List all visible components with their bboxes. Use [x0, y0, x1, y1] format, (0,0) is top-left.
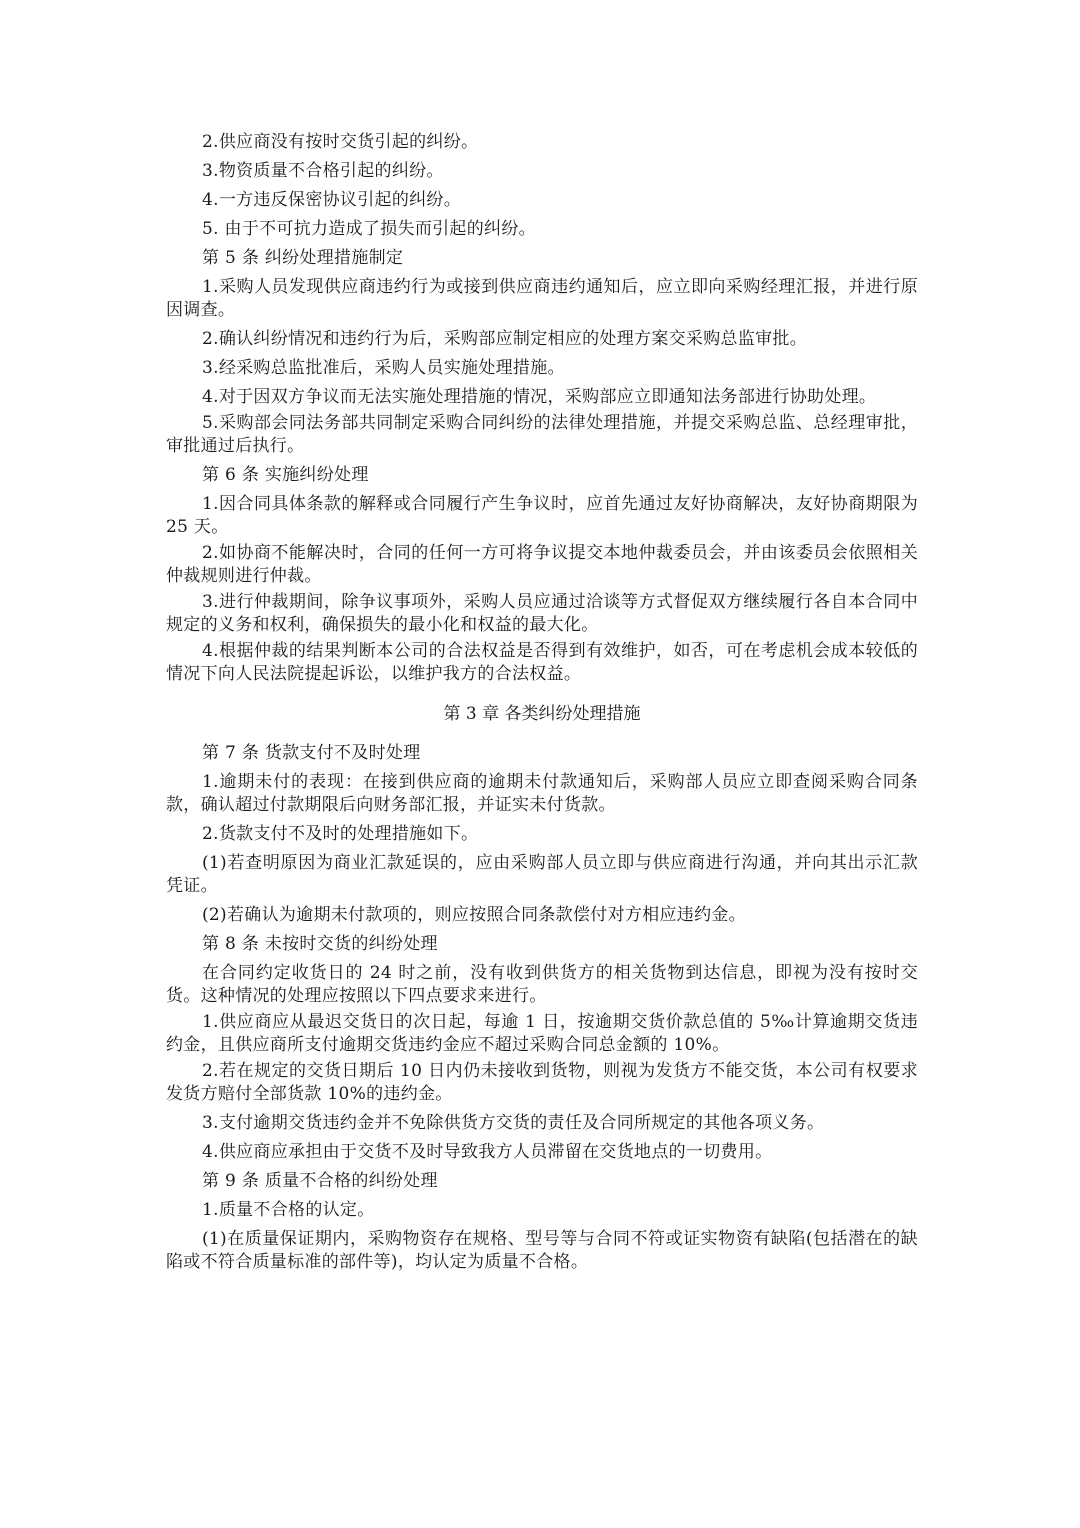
list-item: 5. 由于不可抗力造成了损失而引起的纠纷。	[202, 219, 536, 239]
paragraph: 5.采购部会同法务部共同制定采购合同纠纷的法律处理措施，并提交采购总监、总经理审批，审批通过后执行。	[166, 413, 918, 456]
list-item: 4.供应商应承担由于交货不及时导致我方人员滞留在交货地点的一切费用。	[202, 1142, 773, 1162]
list-item: 3.经采购总监批准后，采购人员实施处理措施。	[202, 358, 565, 378]
list-item: 3.物资质量不合格引起的纠纷。	[202, 161, 444, 181]
paragraph: 2.若在规定的交货日期后 10 日内仍未接收到货物，则视为发货方不能交货，本公司有权要求发货方赔付全部货款 10%的违约金。	[166, 1061, 918, 1104]
paragraph: 在合同约定收货日的 24 时之前，没有收到供货方的相关货物到达信息，即视为没有按时交货。这种情况的处理应按照以下四点要求来进行。	[166, 963, 918, 1006]
chapter-title: 第 3 章 各类纠纷处理措施	[443, 704, 641, 724]
article-heading: 第 5 条 纠纷处理措施制定	[202, 248, 404, 268]
list-item: 3.支付逾期交货违约金并不免除供货方交货的责任及合同所规定的其他各项义务。	[202, 1113, 825, 1133]
paragraph: 1.采购人员发现供应商违约行为或接到供应商违约通知后，应立即向采购经理汇报，并进行原因调查。	[166, 277, 918, 320]
list-item: (2)若确认为逾期未付款项的，则应按照合同条款偿付对方相应违约金。	[202, 905, 746, 925]
article-heading: 第 8 条 未按时交货的纠纷处理	[202, 934, 438, 954]
list-item: 1.质量不合格的认定。	[202, 1200, 375, 1220]
paragraph: 1.逾期未付的表现：在接到供应商的逾期未付款通知后，采购部人员应立即查阅采购合同条款，确认超过付款期限后向财务部汇报，并证实未付货款。	[166, 772, 918, 815]
document-page	[166, 128, 918, 1277]
paragraph: (1)若查明原因为商业汇款延误的，应由采购部人员立即与供应商进行沟通，并向其出示汇款凭证。	[166, 853, 918, 896]
list-item: 4.一方违反保密协议引起的纠纷。	[202, 190, 462, 210]
list-item: 2.供应商没有按时交货引起的纠纷。	[202, 132, 479, 152]
paragraph: 3.进行仲裁期间，除争议事项外，采购人员应通过洽谈等方式督促双方继续履行各自本合同中规定的义务和权利，确保损失的最小化和权益的最大化。	[166, 592, 918, 635]
paragraph: 2.如协商不能解决时，合同的任何一方可将争议提交本地仲裁委员会，并由该委员会依照相关仲裁规则进行仲裁。	[166, 543, 918, 586]
article-heading: 第 6 条 实施纠纷处理	[202, 465, 369, 485]
paragraph: (1)在质量保证期内，采购物资存在规格、型号等与合同不符或证实物资有缺陷(包括潜在的缺陷或不符合质量标准的部件等)，均认定为质量不合格。	[166, 1229, 918, 1272]
paragraph: 1.因合同具体条款的解释或合同履行产生争议时，应首先通过友好协商解决，友好协商期限为 25 天。	[166, 494, 918, 537]
paragraph: 4.对于因双方争议而无法实施处理措施的情况，采购部应立即通知法务部进行协助处理。	[202, 387, 877, 407]
article-heading: 第 9 条 质量不合格的纠纷处理	[202, 1171, 438, 1191]
paragraph: 4.根据仲裁的结果判断本公司的合法权益是否得到有效维护，如否，可在考虑机会成本较低的情况下向人民法院提起诉讼，以维护我方的合法权益。	[166, 641, 918, 684]
paragraph: 1.供应商应从最迟交货日的次日起，每逾 1 日，按逾期交货价款总值的 5‰计算逾期交货违约金，且供应商所支付逾期交货违约金应不超过采购合同总金额的 10%。	[166, 1012, 918, 1055]
article-heading: 第 7 条 货款支付不及时处理	[202, 743, 421, 763]
list-item: 2.货款支付不及时的处理措施如下。	[202, 824, 479, 844]
list-item: 2.确认纠纷情况和违约行为后，采购部应制定相应的处理方案交采购总监审批。	[202, 329, 808, 349]
